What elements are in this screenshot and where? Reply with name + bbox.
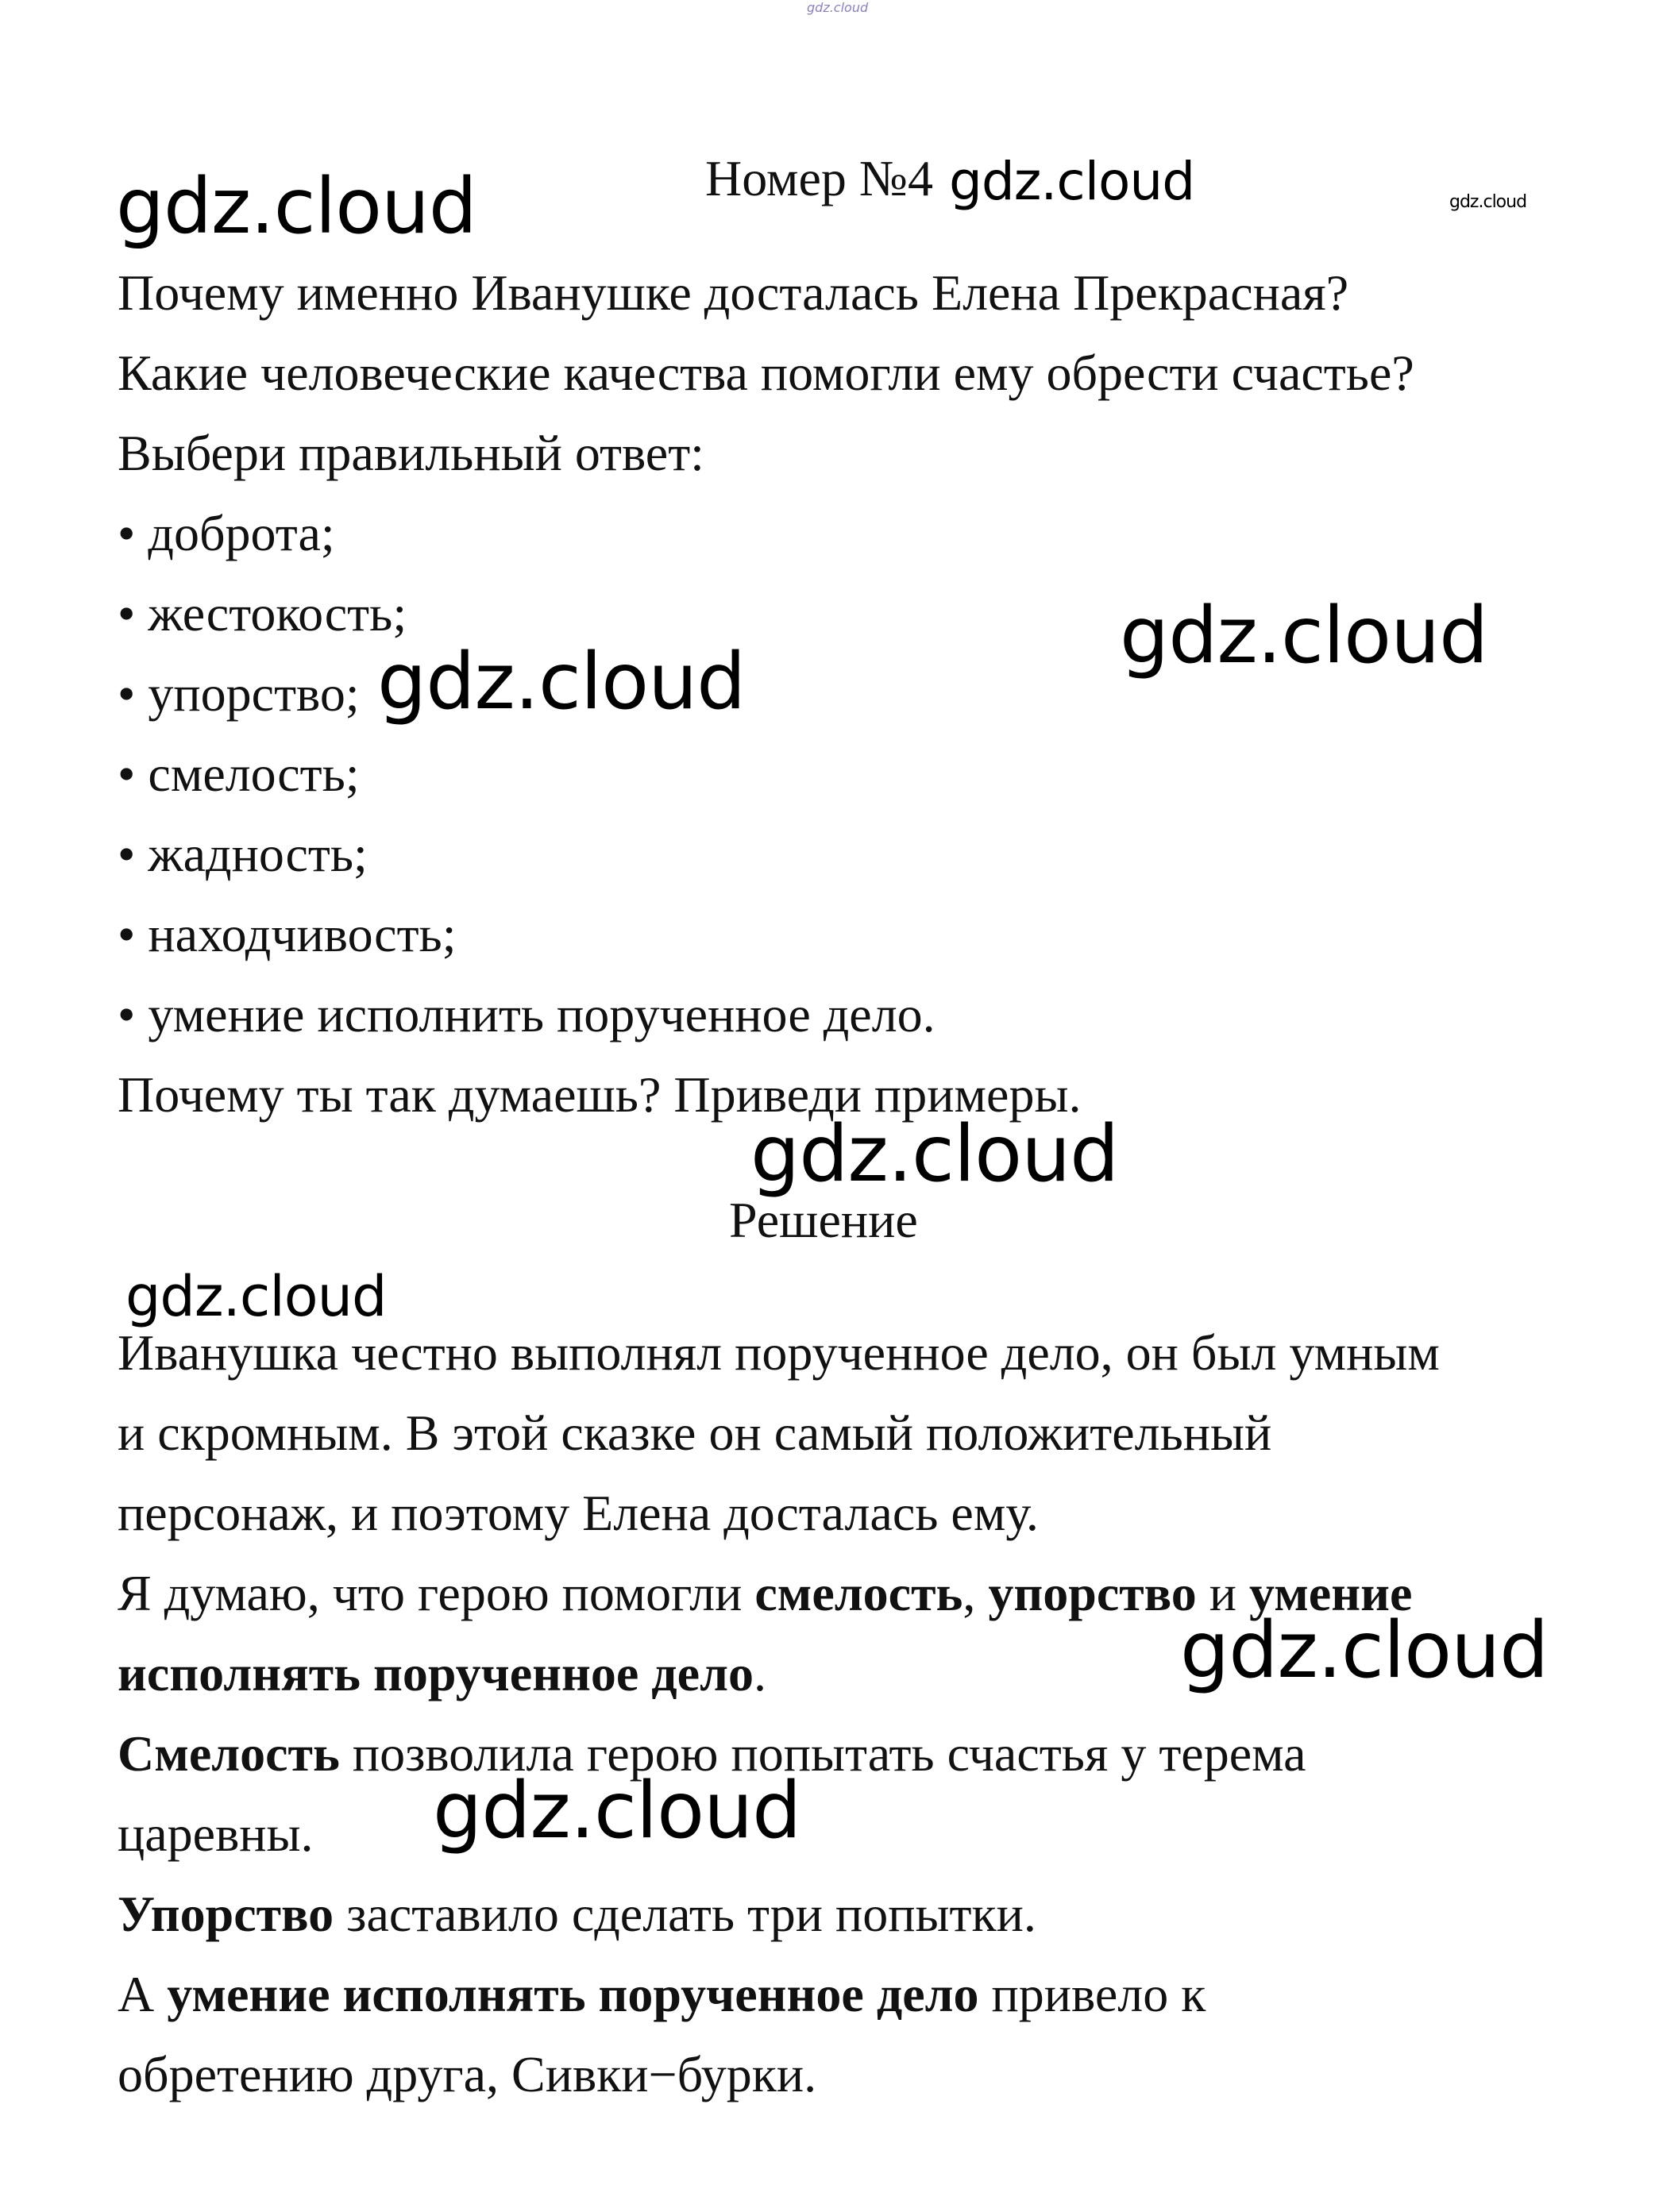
watermark: gdz.cloud <box>1180 1605 1549 1696</box>
question-line: Выбери правильный ответ: <box>118 425 704 481</box>
text-run: заставило сделать три попытки. <box>334 1886 1036 1942</box>
followup-question: Почему ты так думаешь? Приведи примеры. <box>118 1066 1082 1123</box>
text-run: , <box>963 1565 989 1621</box>
quality-bold: умение <box>1249 1565 1413 1621</box>
option-item: • доброта; <box>118 505 335 561</box>
quality-bold: исполнять порученное дело <box>118 1645 754 1701</box>
watermark: gdz.cloud <box>125 1264 387 1329</box>
text-run: привело к <box>978 1966 1206 2022</box>
text-run: и <box>1196 1565 1250 1621</box>
quality-bold: смелость <box>754 1565 963 1621</box>
solution-line: обретению друга, Сивки−бурки. <box>118 2046 817 2102</box>
option-item: • жестокость; <box>118 585 407 642</box>
text-run: А <box>118 1966 168 2022</box>
solution-line <box>118 1966 1206 2022</box>
option-item: • жадность; <box>118 826 368 882</box>
solution-line <box>118 1886 1036 1942</box>
task-heading: Номер №4 <box>705 150 933 206</box>
text-run: Я думаю, что герою помогли <box>118 1565 755 1621</box>
solution-line <box>118 1565 1413 1621</box>
watermark: gdz.cloud <box>377 637 746 727</box>
solution-line: персонаж, и поэтому Елена досталась ему. <box>118 1485 1039 1541</box>
option-item: • смелость; <box>118 746 360 802</box>
question-line: Какие человеческие качества помогли ему обрести счастье? <box>118 345 1414 401</box>
watermark-top-small: gdz.cloud <box>807 0 869 15</box>
solution-line: Иванушка честно выполнял порученное дело, он был умным <box>118 1324 1440 1381</box>
watermark: gdz.cloud <box>1120 591 1488 681</box>
solution-heading: Решение <box>729 1192 918 1248</box>
watermark: gdz.cloud <box>1449 192 1527 212</box>
solution-line: и скромным. В этой сказке он самый положительный <box>118 1405 1272 1461</box>
text-run: позволила герою попытать счастья у терема <box>339 1725 1306 1782</box>
watermark: gdz.cloud <box>750 1109 1119 1200</box>
watermark: gdz.cloud <box>433 1766 801 1856</box>
quality-bold: упорство <box>988 1565 1197 1621</box>
watermark: gdz.cloud <box>116 162 476 251</box>
option-item: • упорство; <box>118 665 360 722</box>
option-item: • находчивость; <box>118 906 457 962</box>
solution-line <box>118 1725 1306 1782</box>
solution-line <box>118 1645 766 1701</box>
quality-bold: умение исполнять порученное дело <box>167 1966 979 2022</box>
option-item: • умение исполнить порученное дело. <box>118 986 936 1042</box>
watermark: gdz.cloud <box>949 151 1195 212</box>
question-line: Почему именно Иванушке досталась Елена Прекрасная? <box>118 264 1349 321</box>
solution-line: царевны. <box>118 1805 314 1862</box>
quality-bold: Упорство <box>118 1886 334 1942</box>
quality-bold: Смелость <box>118 1725 340 1782</box>
text-run: . <box>753 1645 766 1701</box>
